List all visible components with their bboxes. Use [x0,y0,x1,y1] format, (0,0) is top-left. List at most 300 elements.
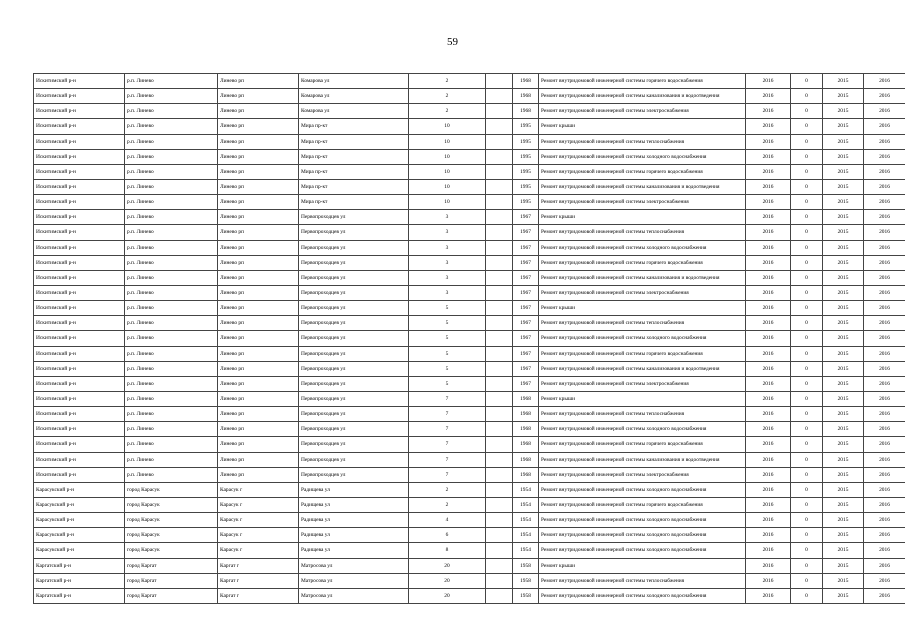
house-number-cell: 3 [409,285,486,300]
start-year-cell: 2015 [823,134,864,149]
year-built-cell: 1958 [513,573,539,588]
start-year-cell: 2015 [823,528,864,543]
building-cell [486,240,513,255]
table-row [34,467,905,482]
house-number-cell: 5 [409,361,486,376]
table-row [34,513,905,528]
cost-cell: 0 [791,255,823,270]
street-cell: Первопроходцев ул [299,240,409,255]
building-cell [486,376,513,391]
locality-cell: Карасук г [218,528,299,543]
plan-year-cell: 2016 [746,104,791,119]
table-row [34,164,905,179]
street-cell: Первопроходцев ул [299,255,409,270]
street-cell: Первопроходцев ул [299,225,409,240]
end-year-cell: 2016 [864,467,905,482]
street-cell: Мира пр-кт [299,195,409,210]
end-year-cell: 2016 [864,285,905,300]
settlement-cell: р.п. Линево [125,407,218,422]
start-year-cell: 2015 [823,301,864,316]
house-number-cell: 10 [409,164,486,179]
end-year-cell: 2016 [864,376,905,391]
plan-year-cell: 2016 [746,316,791,331]
work-type-cell: Ремонт крыши [539,210,746,225]
house-number-cell: 20 [409,588,486,603]
building-cell [486,134,513,149]
plan-year-cell: 2016 [746,331,791,346]
house-number-cell: 3 [409,225,486,240]
start-year-cell: 2015 [823,164,864,179]
street-cell: Первопроходцев ул [299,467,409,482]
plan-year-cell: 2016 [746,89,791,104]
street-cell: Матросова ул [299,573,409,588]
year-built-cell: 1967 [513,376,539,391]
building-cell [486,210,513,225]
table-row [34,528,905,543]
settlement-cell: р.п. Линево [125,301,218,316]
locality-cell: Линево рп [218,149,299,164]
settlement-cell: р.п. Линево [125,240,218,255]
table-row [34,422,905,437]
cost-cell: 0 [791,422,823,437]
work-type-cell: Ремонт внутридомовой инженерной системы холодного водоснабжения [539,588,746,603]
plan-year-cell: 2016 [746,346,791,361]
building-cell [486,225,513,240]
work-type-cell: Ремонт внутридомовой инженерной системы канализования и водоотведения [539,179,746,194]
plan-year-cell: 2016 [746,240,791,255]
house-number-cell: 6 [409,528,486,543]
street-cell: Радищева ул [299,543,409,558]
end-year-cell: 2016 [864,210,905,225]
locality-cell: Линево рп [218,179,299,194]
year-built-cell: 1968 [513,422,539,437]
district-cell: Искитимский р-н [34,255,125,270]
building-cell [486,270,513,285]
end-year-cell: 2016 [864,164,905,179]
work-type-cell: Ремонт внутридомовой инженерной системы канализования и водоотведения [539,452,746,467]
locality-cell: Каргат г [218,588,299,603]
house-number-cell: 2 [409,104,486,119]
plan-year-cell: 2016 [746,195,791,210]
work-type-cell: Ремонт внутридомовой инженерной системы горячего водоснабжения [539,164,746,179]
year-built-cell: 1968 [513,467,539,482]
cost-cell: 0 [791,513,823,528]
plan-year-cell: 2016 [746,255,791,270]
house-number-cell: 7 [409,407,486,422]
house-number-cell: 8 [409,543,486,558]
table-row [34,270,905,285]
settlement-cell: город Каргат [125,558,218,573]
plan-year-cell: 2016 [746,149,791,164]
table-row [34,89,905,104]
locality-cell: Линево рп [218,104,299,119]
year-built-cell: 1968 [513,407,539,422]
plan-year-cell: 2016 [746,179,791,194]
end-year-cell: 2016 [864,482,905,497]
end-year-cell: 2016 [864,407,905,422]
end-year-cell: 2016 [864,179,905,194]
building-cell [486,452,513,467]
plan-year-cell: 2016 [746,407,791,422]
locality-cell: Карасук г [218,482,299,497]
work-type-cell: Ремонт внутридомовой инженерной системы холодного водоснабжения [539,149,746,164]
plan-year-cell: 2016 [746,391,791,406]
table-row [34,316,905,331]
settlement-cell: город Каргат [125,588,218,603]
locality-cell: Линево рп [218,346,299,361]
settlement-cell: город Каргат [125,573,218,588]
end-year-cell: 2016 [864,588,905,603]
table-row [34,149,905,164]
year-built-cell: 1968 [513,104,539,119]
building-cell [486,89,513,104]
district-cell: Искитимский р-н [34,119,125,134]
district-cell: Искитимский р-н [34,467,125,482]
house-number-cell: 10 [409,119,486,134]
end-year-cell: 2016 [864,513,905,528]
work-type-cell: Ремонт внутридомовой инженерной системы канализования и водоотведения [539,361,746,376]
work-type-cell: Ремонт внутридомовой инженерной системы горячего водоснабжения [539,346,746,361]
locality-cell: Линево рп [218,270,299,285]
work-type-cell: Ремонт внутридомовой инженерной системы холодного водоснабжения [539,513,746,528]
district-cell: Искитимский р-н [34,74,125,89]
locality-cell: Линево рп [218,301,299,316]
settlement-cell: р.п. Линево [125,437,218,452]
start-year-cell: 2015 [823,543,864,558]
house-number-cell: 20 [409,558,486,573]
building-cell [486,346,513,361]
plan-year-cell: 2016 [746,573,791,588]
street-cell: Первопроходцев ул [299,452,409,467]
street-cell: Первопроходцев ул [299,361,409,376]
work-type-cell: Ремонт внутридомовой инженерной системы горячего водоснабжения [539,497,746,512]
street-cell: Мира пр-кт [299,149,409,164]
start-year-cell: 2015 [823,497,864,512]
street-cell: Матросова ул [299,558,409,573]
table-row [34,225,905,240]
district-cell: Искитимский р-н [34,407,125,422]
work-type-cell: Ремонт внутридомовой инженерной системы теплоснабжения [539,573,746,588]
table-row [34,346,905,361]
district-cell: Искитимский р-н [34,270,125,285]
year-built-cell: 1967 [513,270,539,285]
street-cell: Комарова ул [299,74,409,89]
street-cell: Первопроходцев ул [299,376,409,391]
settlement-cell: р.п. Линево [125,149,218,164]
plan-year-cell: 2016 [746,482,791,497]
start-year-cell: 2015 [823,361,864,376]
table-row [34,210,905,225]
year-built-cell: 1967 [513,255,539,270]
street-cell: Первопроходцев ул [299,422,409,437]
work-type-cell: Ремонт внутридомовой инженерной системы канализования и водоотведения [539,270,746,285]
plan-year-cell: 2016 [746,119,791,134]
locality-cell: Карасук г [218,543,299,558]
house-number-cell: 7 [409,437,486,452]
building-cell [486,361,513,376]
house-number-cell: 7 [409,422,486,437]
locality-cell: Линево рп [218,331,299,346]
district-cell: Искитимский р-н [34,225,125,240]
settlement-cell: р.п. Линево [125,467,218,482]
start-year-cell: 2015 [823,149,864,164]
building-cell [486,119,513,134]
year-built-cell: 1968 [513,391,539,406]
cost-cell: 0 [791,89,823,104]
table-row [34,331,905,346]
cost-cell: 0 [791,391,823,406]
district-cell: Искитимский р-н [34,301,125,316]
start-year-cell: 2015 [823,558,864,573]
street-cell: Первопроходцев ул [299,210,409,225]
house-number-cell: 10 [409,134,486,149]
year-built-cell: 1995 [513,149,539,164]
district-cell: Искитимский р-н [34,422,125,437]
year-built-cell: 1954 [513,543,539,558]
plan-year-cell: 2016 [746,543,791,558]
locality-cell: Линево рп [218,240,299,255]
start-year-cell: 2015 [823,104,864,119]
work-type-cell: Ремонт внутридомовой инженерной системы электроснабжения [539,467,746,482]
start-year-cell: 2015 [823,195,864,210]
cost-cell: 0 [791,240,823,255]
house-number-cell: 2 [409,89,486,104]
locality-cell: Линево рп [218,89,299,104]
work-type-cell: Ремонт внутридомовой инженерной системы горячего водоснабжения [539,74,746,89]
street-cell: Первопроходцев ул [299,270,409,285]
settlement-cell: р.п. Линево [125,316,218,331]
work-type-cell: Ремонт внутридомовой инженерной системы холодного водоснабжения [539,482,746,497]
start-year-cell: 2015 [823,285,864,300]
end-year-cell: 2016 [864,331,905,346]
settlement-cell: р.п. Линево [125,119,218,134]
settlement-cell: р.п. Линево [125,74,218,89]
year-built-cell: 1967 [513,346,539,361]
building-cell [486,497,513,512]
street-cell: Мира пр-кт [299,164,409,179]
locality-cell: Каргат г [218,573,299,588]
start-year-cell: 2015 [823,225,864,240]
locality-cell: Карасук г [218,497,299,512]
end-year-cell: 2016 [864,225,905,240]
locality-cell: Линево рп [218,391,299,406]
start-year-cell: 2015 [823,331,864,346]
building-cell [486,149,513,164]
start-year-cell: 2015 [823,74,864,89]
district-cell: Искитимский р-н [34,240,125,255]
work-type-cell: Ремонт внутридомовой инженерной системы теплоснабжения [539,316,746,331]
cost-cell: 0 [791,195,823,210]
district-cell: Искитимский р-н [34,391,125,406]
district-cell: Искитимский р-н [34,316,125,331]
end-year-cell: 2016 [864,89,905,104]
building-cell [486,513,513,528]
year-built-cell: 1954 [513,497,539,512]
building-cell [486,255,513,270]
end-year-cell: 2016 [864,452,905,467]
street-cell: Первопроходцев ул [299,316,409,331]
end-year-cell: 2016 [864,104,905,119]
work-type-cell: Ремонт внутридомовой инженерной системы электроснабжения [539,195,746,210]
cost-cell: 0 [791,467,823,482]
work-type-cell: Ремонт внутридомовой инженерной системы теплоснабжения [539,134,746,149]
cost-cell: 0 [791,179,823,194]
table-row [34,179,905,194]
work-type-cell: Ремонт крыши [539,301,746,316]
plan-year-cell: 2016 [746,270,791,285]
settlement-cell: город Карасук [125,482,218,497]
locality-cell: Линево рп [218,437,299,452]
settlement-cell: р.п. Линево [125,225,218,240]
end-year-cell: 2016 [864,528,905,543]
cost-cell: 0 [791,225,823,240]
end-year-cell: 2016 [864,391,905,406]
settlement-cell: р.п. Линево [125,452,218,467]
locality-cell: Линево рп [218,407,299,422]
locality-cell: Линево рп [218,452,299,467]
start-year-cell: 2015 [823,346,864,361]
table-row [34,452,905,467]
end-year-cell: 2016 [864,573,905,588]
settlement-cell: р.п. Линево [125,270,218,285]
year-built-cell: 1967 [513,301,539,316]
plan-year-cell: 2016 [746,558,791,573]
settlement-cell: р.п. Линево [125,195,218,210]
end-year-cell: 2016 [864,74,905,89]
work-type-cell: Ремонт внутридомовой инженерной системы холодного водоснабжения [539,543,746,558]
table-row [34,361,905,376]
house-number-cell: 7 [409,391,486,406]
building-cell [486,543,513,558]
district-cell: Искитимский р-н [34,149,125,164]
building-cell [486,588,513,603]
table-row [34,437,905,452]
building-cell [486,104,513,119]
year-built-cell: 1968 [513,89,539,104]
building-cell [486,331,513,346]
district-cell: Искитимский р-н [34,164,125,179]
cost-cell: 0 [791,361,823,376]
house-number-cell: 3 [409,270,486,285]
district-cell: Карасукский р-н [34,482,125,497]
start-year-cell: 2015 [823,210,864,225]
year-built-cell: 1967 [513,285,539,300]
district-cell: Искитимский р-н [34,452,125,467]
plan-year-cell: 2016 [746,301,791,316]
cost-cell: 0 [791,543,823,558]
work-type-cell: Ремонт внутридомовой инженерной системы канализования и водоотведения [539,89,746,104]
street-cell: Радищева ул [299,497,409,512]
work-type-cell: Ремонт внутридомовой инженерной системы холодного водоснабжения [539,422,746,437]
end-year-cell: 2016 [864,149,905,164]
year-built-cell: 1967 [513,225,539,240]
house-number-cell: 5 [409,376,486,391]
district-cell: Искитимский р-н [34,285,125,300]
plan-year-cell: 2016 [746,376,791,391]
year-built-cell: 1995 [513,119,539,134]
locality-cell: Линево рп [218,467,299,482]
district-cell: Искитимский р-н [34,376,125,391]
plan-year-cell: 2016 [746,361,791,376]
end-year-cell: 2016 [864,240,905,255]
building-cell [486,164,513,179]
locality-cell: Каргат г [218,558,299,573]
cost-cell: 0 [791,376,823,391]
work-type-cell: Ремонт внутридомовой инженерной системы холодного водоснабжения [539,528,746,543]
locality-cell: Линево рп [218,74,299,89]
street-cell: Первопроходцев ул [299,391,409,406]
house-number-cell: 10 [409,179,486,194]
building-cell [486,195,513,210]
cost-cell: 0 [791,588,823,603]
cost-cell: 0 [791,74,823,89]
locality-cell: Линево рп [218,119,299,134]
year-built-cell: 1968 [513,452,539,467]
locality-cell: Линево рп [218,195,299,210]
district-cell: Искитимский р-н [34,179,125,194]
year-built-cell: 1995 [513,134,539,149]
street-cell: Мира пр-кт [299,134,409,149]
settlement-cell: город Карасук [125,513,218,528]
table-row [34,285,905,300]
year-built-cell: 1967 [513,316,539,331]
cost-cell: 0 [791,528,823,543]
cost-cell: 0 [791,482,823,497]
work-type-cell: Ремонт внутридомовой инженерной системы электроснабжения [539,104,746,119]
year-built-cell: 1968 [513,74,539,89]
settlement-cell: р.п. Линево [125,134,218,149]
locality-cell: Линево рп [218,225,299,240]
cost-cell: 0 [791,119,823,134]
locality-cell: Линево рп [218,316,299,331]
locality-cell: Линево рп [218,134,299,149]
locality-cell: Карасук г [218,513,299,528]
house-number-cell: 5 [409,331,486,346]
building-cell [486,422,513,437]
table-row [34,543,905,558]
district-cell: Карасукский р-н [34,513,125,528]
start-year-cell: 2015 [823,452,864,467]
settlement-cell: р.п. Линево [125,422,218,437]
plan-year-cell: 2016 [746,225,791,240]
building-cell [486,573,513,588]
cost-cell: 0 [791,316,823,331]
settlement-cell: р.п. Линево [125,285,218,300]
district-cell: Искитимский р-н [34,104,125,119]
district-cell: Каргатский р-н [34,573,125,588]
district-cell: Искитимский р-н [34,361,125,376]
house-number-cell: 3 [409,210,486,225]
house-number-cell: 3 [409,255,486,270]
start-year-cell: 2015 [823,240,864,255]
cost-cell: 0 [791,573,823,588]
building-cell [486,179,513,194]
end-year-cell: 2016 [864,558,905,573]
building-cell [486,74,513,89]
house-number-cell: 7 [409,452,486,467]
work-type-cell: Ремонт крыши [539,391,746,406]
end-year-cell: 2016 [864,255,905,270]
house-number-cell: 10 [409,149,486,164]
house-number-cell: 4 [409,513,486,528]
plan-year-cell: 2016 [746,588,791,603]
table-row [34,588,905,603]
house-number-cell: 5 [409,316,486,331]
cost-cell: 0 [791,301,823,316]
table-row [34,104,905,119]
district-cell: Искитимский р-н [34,331,125,346]
start-year-cell: 2015 [823,482,864,497]
